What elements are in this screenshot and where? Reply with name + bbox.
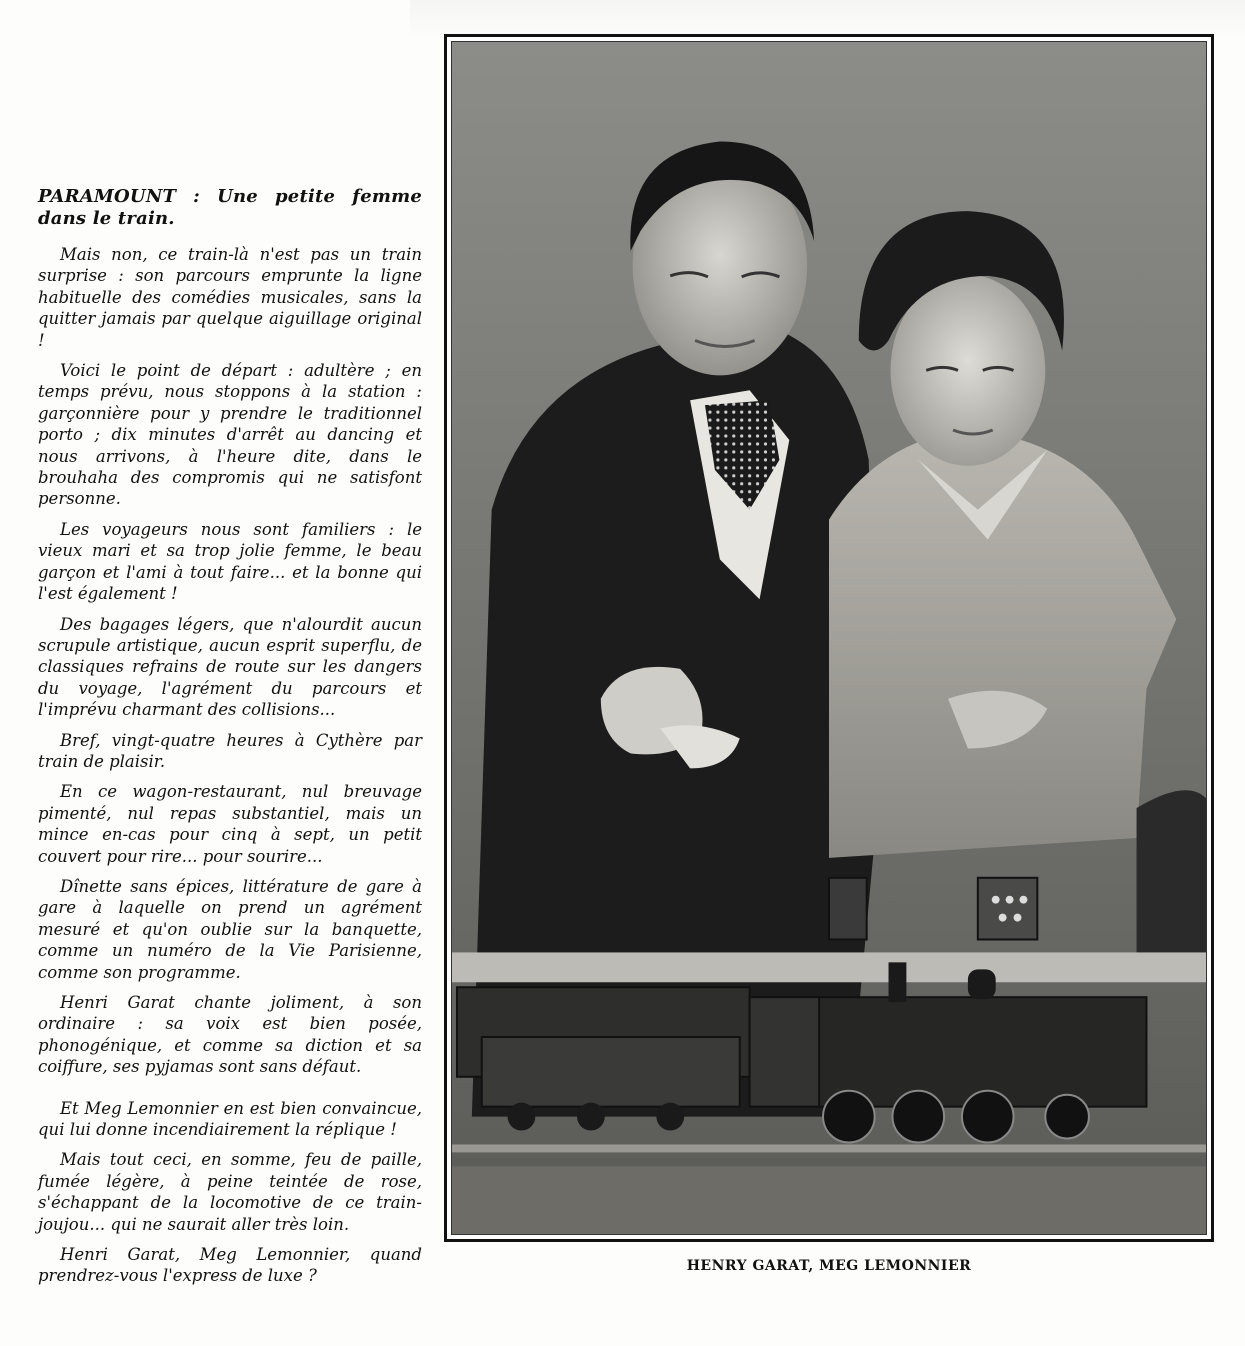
article-paragraph-11: Henri Garat, Meg Lemonnier, quand prendrez-vous l'express de luxe ? [38, 1245, 422, 1286]
article-column [38, 186, 422, 1296]
photo-caption: HENRY GARAT, MEG LEMONNIER [686, 1258, 972, 1274]
article-paragraph-5: Bref, vingt-quatre heures à Cythère par train de plaisir. [38, 730, 422, 771]
article-paragraph-1: Mais non, ce train-là n'est pas un train surprise : son parcours emprunte la ligne habituelle des comédies musicales, sans la quitter jamais par quelque aiguillage original ! [38, 245, 422, 350]
article-paragraph-3: Les voyageurs nous sont familiers : le vieux mari et sa trop jolie femme, le beau garçon et l'ami à tout faire... et la bonne qui l'est également ! [38, 519, 422, 604]
article-paragraph-10: Mais tout ceci, en somme, feu de paille, fumée légère, à peine teintée de rose, s'échappant de la locomotive de ce train-joujou... qui ne saurait aller très loin. [38, 1150, 422, 1234]
photo-illustration [452, 42, 1206, 1234]
film-still-photo [444, 34, 1214, 1242]
article-paragraph-6: En ce wagon-restaurant, nul breuvage pimenté, nul repas substantiel, mais un mince en-cas pour cinq à sept, un petit couvert pour rire... pour sourire... [38, 782, 422, 866]
photo-image [451, 41, 1207, 1235]
article-paragraph-4: Des bagages légers, que n'alourdit aucun scrupule artistique, aucun esprit superflu, de classiques refrains de route sur les dangers du voyage, l'agrément du parcours et l'imprévu charmant des collisions... [38, 614, 422, 720]
article-paragraph-2: Voici le point de départ : adultère ; en temps prévu, nous stoppons à la station : garçonnière pour y prendre le traditionnel porto ; dix minutes d'arrêt au dancing et nous arrivons, à l'heure dite, dans le brouhaha des compromis qui ne satisfont personne. [38, 361, 422, 509]
article-paragraph-8: Henri Garat chante joliment, à son ordinaire : sa voix est bien posée, phonogénique, et comme sa diction et sa coiffure, ses pyjamas sont sans défaut. [38, 993, 422, 1077]
platform [452, 952, 1206, 982]
train-tender [482, 1037, 740, 1107]
locomotive-chimney [889, 962, 907, 1002]
signal-light-2 [978, 878, 1038, 940]
article-paragraph-7: Dînette sans épices, littérature de gare à gare à laquelle on prend un agrément mesuré et qu'on oublie sur la banquette, comme un numéro de la Vie Parisienne, comme son programme. [38, 876, 422, 982]
article-paragraph-9: Et Meg Lemonnier en est bien convaincue, qui lui donne incendiairement la réplique ! [38, 1098, 422, 1140]
locomotive-cab [750, 997, 819, 1106]
rail-track [452, 1144, 1206, 1152]
article-headline: PARAMOUNT : Une petite femme dans le train. [38, 186, 422, 229]
signal-light-1 [829, 878, 867, 940]
